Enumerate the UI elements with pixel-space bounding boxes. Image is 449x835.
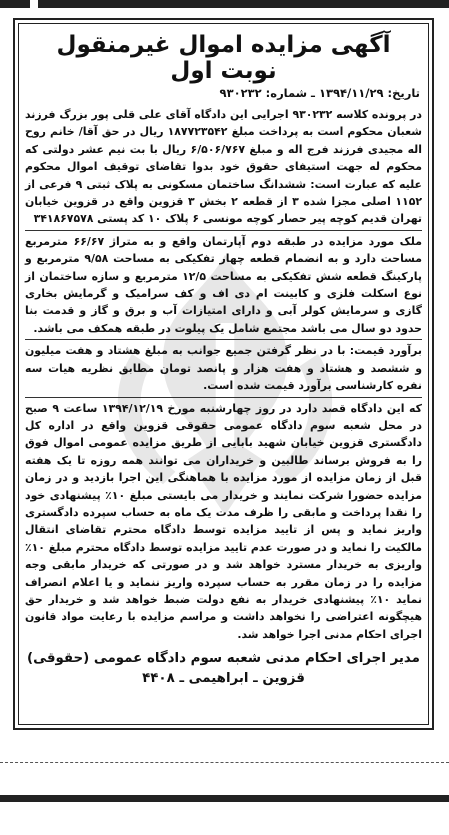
paragraph-auction-terms: که این دادگاه قصد دارد در روز چهارشنبه مورخ ۱۳۹۴/۱۲/۱۹ ساعت ۹ صبح در محل شعبه سوم دادگاه عمومی حقوقی قزوین واقع در اداره کل دادگستری قزوین خیابان شهید بابایی از طریق مزایده عمومی اموال فوق را به فروش برساند طالبین و خریداران می توانند همه روزه تا یک هفته قبل از زمان مزایده از مورد مزایده با هماهنگی این اجرا بازدید و در زمان مزایده حضورا شرکت نمایند و خریدار می بایستی مبلغ ۱۰٪ پیشنهادی خود را نقدا پرداخت و مابقی را ظرف مدت یک ماه به حساب سپرده دادگستری واریز نماید و پس از تایید مزایده توسط دادگاه محترم تقاضای انتقال مالکیت را نماید و در صورت عدم تایید مزایده توسط دادگاه محترم مبلغ ۱۰٪ واریزی به خریدار مسترد خواهد شد و در صورتی که خریدار مابقی وجه مزایده را در زمان مقرر به حساب سپرده واریز ننماید و یا اعلام انصراف نماید ۱۰٪ پیشنهادی خریدار به نفع دولت ضبط خواهد شد و خریدار حق هیچگونه اعتراضی را نخواهد داشت و مراسم مزایده با رعایت مواد قانون اجرای احکام مدنی اجرا خواهد شد. bbox=[25, 401, 422, 641]
top-bar-left-segment bbox=[0, 0, 30, 8]
top-bar-right-segment bbox=[38, 0, 449, 8]
paragraph-case-details: در پرونده کلاسه ۹۳۰۲۳۲ اجرایی این دادگاه آقای علی قلی پور بزرگ فرزند شعبان محکوم است به پرداخت مبلغ ۱۸۷۷۲۳۵۴۲ ریال در حق آقا/ خانم روح اله مجیدی فرزند فرج اله و مبلغ ۶/۵۰۶/۷۶۷ ریال با بت نیم عشر دولتی که محکوم له جهت استیفای حقوق خود بدوا تقاضای توقیف اموال محکوم علیه که عبارت است: ششدانگ ساختمان مسکونی به پلاک ثبتی ۹ فرعی از ۱۱۵۲ اصلی مجزا شده ۳ از قطعه ۲ بخش ۳ قزوین واقع در قزوین خیابان تهران قدیم کوچه پیر حصار کوچه مونسی ۶ پلاک ۱۰ کد پستی ۳۴۱۸۶۷۵۷۸ bbox=[25, 108, 423, 226]
notice-frame bbox=[13, 18, 434, 730]
top-border-bar bbox=[0, 0, 449, 8]
divider bbox=[25, 339, 422, 340]
notice-content bbox=[25, 28, 422, 720]
paragraph-property-description: ملک مورد مزایده در طبقه دوم آپارتمان واقع و به متراژ ۶۶/۶۷ مترمربع مساحت دارد و به انضمام قطعه چهار تفکیکی به مساحت ۹/۵۸ مترمربع و پارکینگ قطعه شش تفکیکی به مساحت ۱۲/۵ مترمربع و سازه ساختمان از نوع اسکلت فلزی و کابینت ام دی اف و کف سرامیک و گرمایش بخاری گازی و سرمایش کولر آبی و دارای امتیازات آب و برق و گاز و قدمت بنا حدود دو سال می باشد مجتمع شامل یک پیلوت در طبقه همکف می باشد. bbox=[25, 234, 422, 335]
notice-title: آگهی مزایده اموال غیرمنقول نوبت اول bbox=[56, 32, 391, 84]
cut-line bbox=[0, 762, 449, 763]
signature-title: مدیر اجرای احکام مدنی شعبه سوم دادگاه عمومی (حقوقی) bbox=[27, 651, 420, 667]
divider bbox=[25, 397, 422, 398]
signature-name: قزوین ـ ابراهیمی ـ ۴۴۰۸ bbox=[142, 671, 305, 687]
paragraph-price-estimate: برآورد قیمت: با در نظر گرفتن جمیع جوانب به مبلغ هشتاد و هفت میلیون و ششصد و هشتاد و هفت هزار و پانصد تومان مطابق نظریه هیات سه نفره کارشناسی برآورد قیمت شده است. bbox=[25, 344, 422, 393]
signature-block bbox=[25, 649, 422, 689]
divider bbox=[25, 230, 422, 231]
notice-date-number: تاریخ: ۱۳۹۴/۱۱/۲۹ ـ شماره: ۹۳۰۲۳۲ bbox=[219, 86, 420, 100]
bottom-border-bar bbox=[0, 795, 449, 802]
